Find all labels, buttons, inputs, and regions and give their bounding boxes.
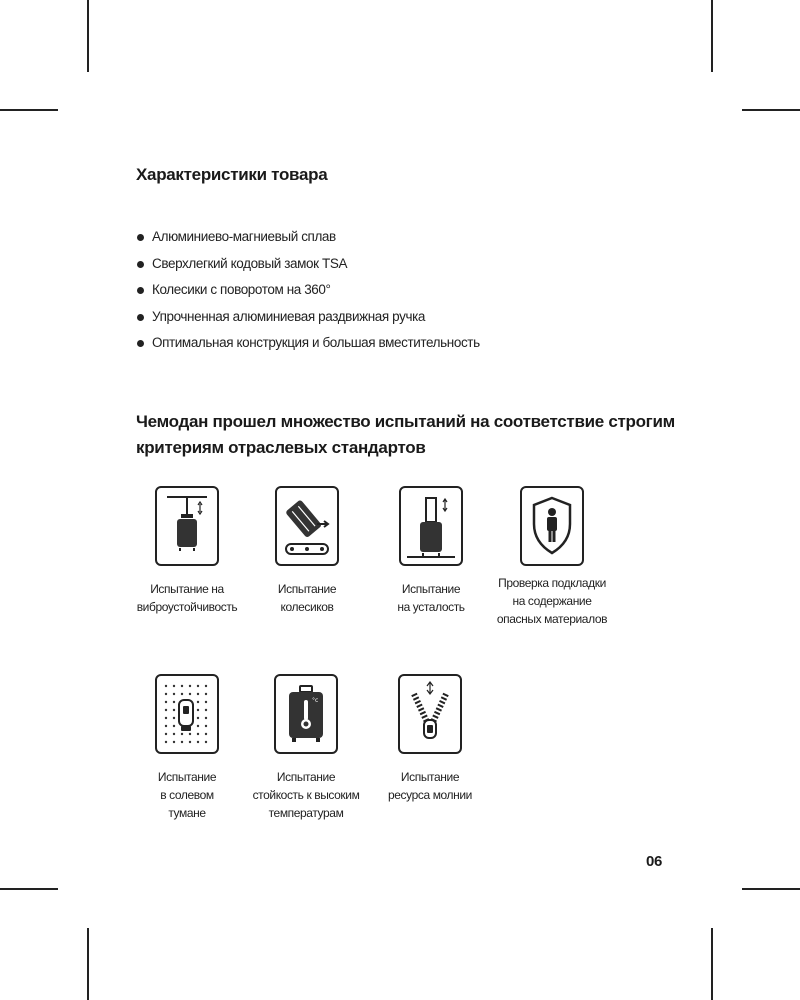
test-fatigue (366, 486, 496, 616)
caption-line: Испытание на (150, 582, 224, 596)
high-temperature-test-icon (274, 674, 338, 754)
caption-line: Испытание (157, 770, 217, 784)
caption-line: на усталость (397, 600, 465, 614)
caption-line: колесиков (280, 600, 334, 614)
test-wheels (242, 486, 372, 616)
test-salt-fog (122, 674, 252, 822)
caption-line: опасных материалов (496, 612, 608, 626)
crop-mark (711, 0, 713, 72)
caption-line: Испытание (400, 770, 460, 784)
crop-mark (87, 928, 89, 1000)
wheel-test-icon (275, 486, 339, 566)
list-item: Упрочненная алюминиевая раздвижная ручка (136, 306, 480, 333)
list-item: Колесики с поворотом на 360° (136, 279, 480, 306)
zipper-test-icon (398, 674, 462, 754)
caption-line: на содержание (512, 594, 592, 608)
svg-text:°c: °c (312, 697, 319, 704)
caption-line: Испытание (277, 582, 337, 596)
crop-mark (711, 928, 713, 1000)
caption-line: виброустойчивость (136, 600, 238, 614)
crop-mark (742, 888, 800, 890)
crop-mark (87, 0, 89, 72)
list-item: Алюминиево-магниевый сплав (136, 226, 480, 253)
test-lining (487, 486, 617, 628)
fatigue-test-icon (399, 486, 463, 566)
caption-line: в солевом (160, 788, 214, 802)
test-zipper (365, 674, 495, 804)
caption-line: температурам (268, 806, 344, 820)
lining-safety-icon (520, 486, 584, 566)
crop-mark (0, 109, 58, 111)
test-vibration (122, 486, 252, 616)
tests-heading: Чемодан прошел множество испытаний на соответствие строгим критериям отраслевых стандартов (136, 412, 675, 457)
salt-fog-test-icon (155, 674, 219, 754)
list-item: Сверхлегкий кодовый замок TSA (136, 253, 480, 280)
caption-line: тумане (168, 806, 206, 820)
caption-line: Испытание (276, 770, 336, 784)
page-number: 06 (646, 853, 663, 870)
caption-line: Испытание (401, 582, 461, 596)
list-item: Оптимальная конструкция и большая вместительность (136, 332, 480, 359)
characteristics-heading: Характеристики товара (136, 165, 328, 184)
vibration-test-icon (155, 486, 219, 566)
caption-line: Проверка подкладки (498, 576, 606, 590)
characteristics-list (136, 226, 480, 359)
crop-mark (742, 109, 800, 111)
crop-mark (0, 888, 58, 890)
test-high-temperature (241, 674, 371, 822)
caption-line: ресурса молнии (388, 788, 472, 802)
caption-line: стойкость к высоким (252, 788, 360, 802)
